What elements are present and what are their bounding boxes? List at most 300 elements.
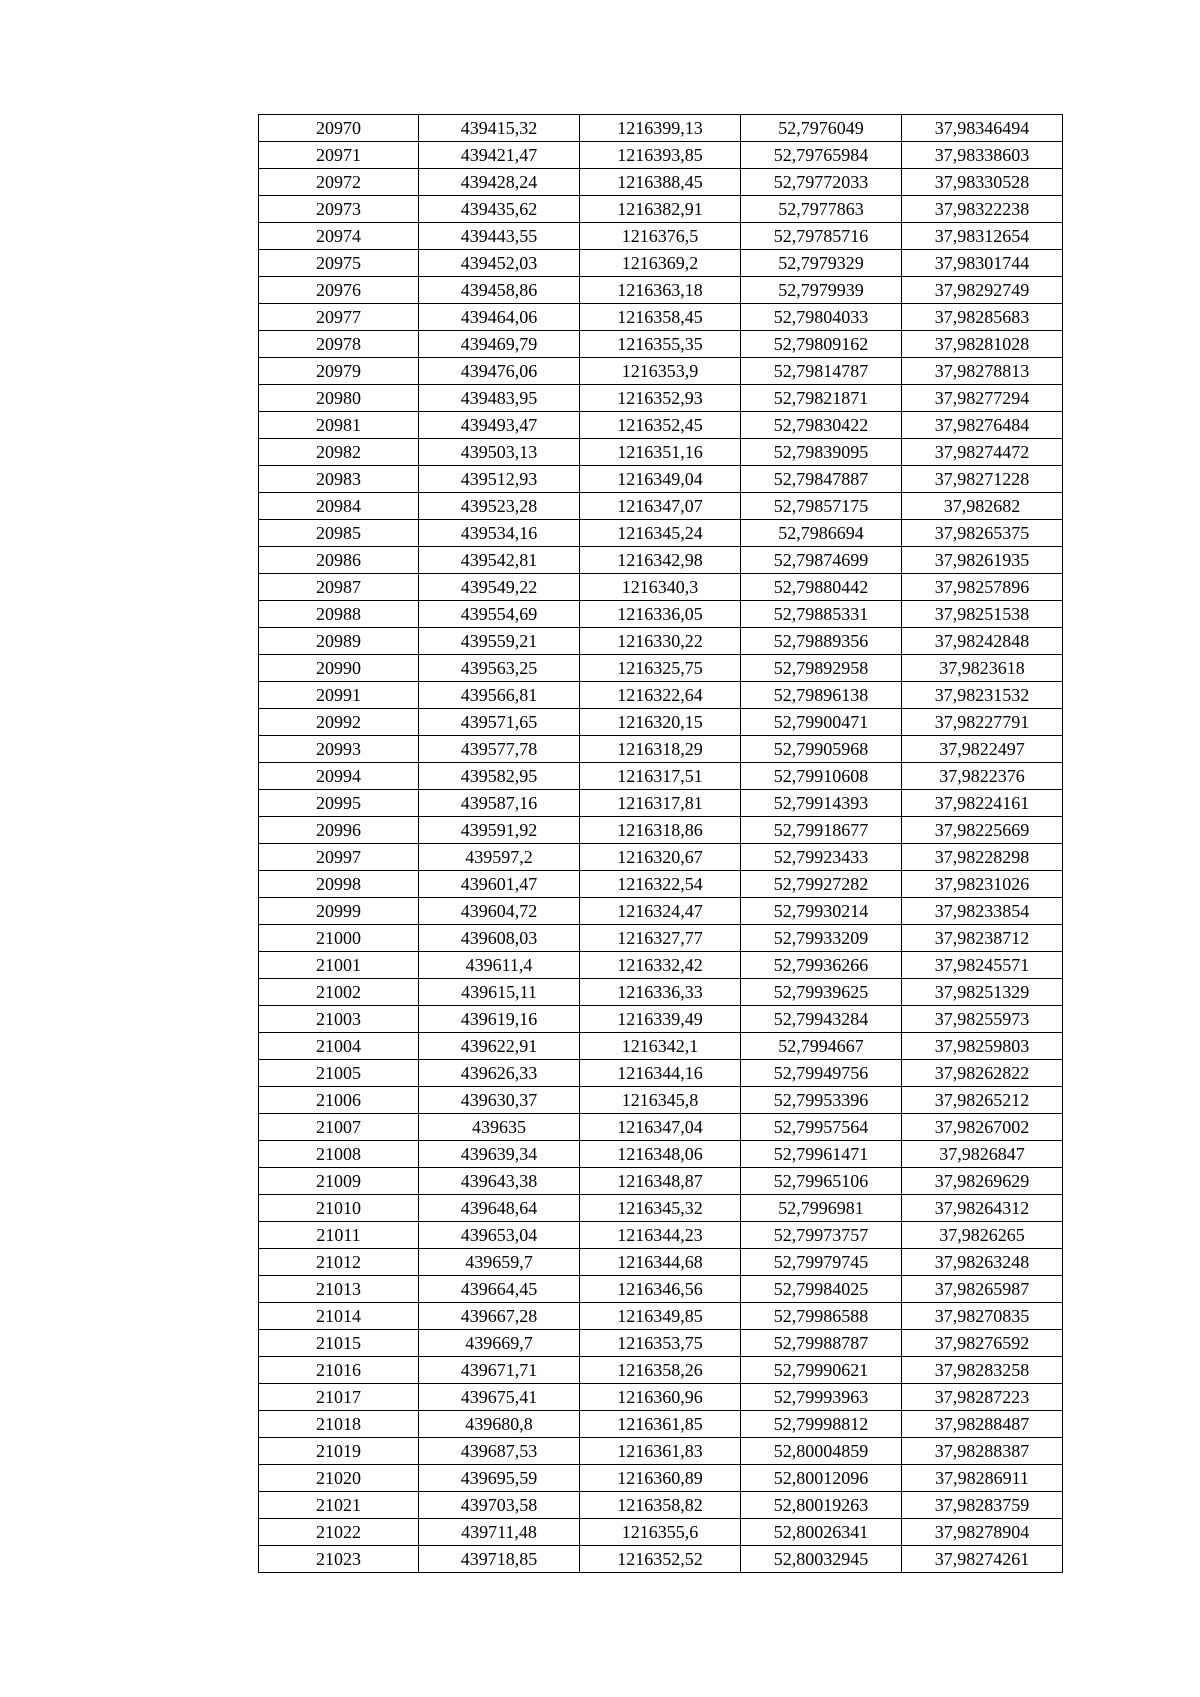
longitude-cell: 37,98276484 [902, 412, 1063, 439]
table-row [259, 115, 1063, 142]
longitude-cell: 37,98224161 [902, 790, 1063, 817]
x-coordinate-cell: 439493,47 [419, 412, 580, 439]
y-coordinate-cell: 1216345,8 [580, 1087, 741, 1114]
x-coordinate-cell: 439534,16 [419, 520, 580, 547]
latitude-cell: 52,79984025 [741, 1276, 902, 1303]
latitude-cell: 52,79889356 [741, 628, 902, 655]
longitude-cell: 37,98288487 [902, 1411, 1063, 1438]
point-number-cell: 20996 [259, 817, 419, 844]
x-coordinate-cell: 439591,92 [419, 817, 580, 844]
y-coordinate-cell: 1216360,96 [580, 1384, 741, 1411]
point-number-cell: 21019 [259, 1438, 419, 1465]
table-row [259, 385, 1063, 412]
latitude-cell: 52,79892958 [741, 655, 902, 682]
y-coordinate-cell: 1216393,85 [580, 142, 741, 169]
y-coordinate-cell: 1216324,47 [580, 898, 741, 925]
table-row [259, 1006, 1063, 1033]
point-number-cell: 21013 [259, 1276, 419, 1303]
latitude-cell: 52,79961471 [741, 1141, 902, 1168]
y-coordinate-cell: 1216353,9 [580, 358, 741, 385]
y-coordinate-cell: 1216347,07 [580, 493, 741, 520]
longitude-cell: 37,98257896 [902, 574, 1063, 601]
x-coordinate-cell: 439680,8 [419, 1411, 580, 1438]
longitude-cell: 37,98269629 [902, 1168, 1063, 1195]
point-number-cell: 20992 [259, 709, 419, 736]
table-row [259, 1519, 1063, 1546]
table-row [259, 817, 1063, 844]
table-row [259, 1357, 1063, 1384]
point-number-cell: 21011 [259, 1222, 419, 1249]
y-coordinate-cell: 1216363,18 [580, 277, 741, 304]
point-number-cell: 21003 [259, 1006, 419, 1033]
point-number-cell: 21008 [259, 1141, 419, 1168]
longitude-cell: 37,98251329 [902, 979, 1063, 1006]
y-coordinate-cell: 1216353,75 [580, 1330, 741, 1357]
x-coordinate-cell: 439687,53 [419, 1438, 580, 1465]
table-row [259, 1438, 1063, 1465]
table-row [259, 1303, 1063, 1330]
point-number-cell: 21016 [259, 1357, 419, 1384]
longitude-cell: 37,982682 [902, 493, 1063, 520]
point-number-cell: 20998 [259, 871, 419, 898]
y-coordinate-cell: 1216344,16 [580, 1060, 741, 1087]
latitude-cell: 52,79830422 [741, 412, 902, 439]
longitude-cell: 37,98301744 [902, 250, 1063, 277]
x-coordinate-cell: 439667,28 [419, 1303, 580, 1330]
longitude-cell: 37,98238712 [902, 925, 1063, 952]
y-coordinate-cell: 1216360,89 [580, 1465, 741, 1492]
point-number-cell: 21005 [259, 1060, 419, 1087]
y-coordinate-cell: 1216340,3 [580, 574, 741, 601]
latitude-cell: 52,79880442 [741, 574, 902, 601]
table-row [259, 331, 1063, 358]
table-row [259, 736, 1063, 763]
x-coordinate-cell: 439571,65 [419, 709, 580, 736]
y-coordinate-cell: 1216346,56 [580, 1276, 741, 1303]
x-coordinate-cell: 439671,71 [419, 1357, 580, 1384]
y-coordinate-cell: 1216318,29 [580, 736, 741, 763]
x-coordinate-cell: 439435,62 [419, 196, 580, 223]
point-number-cell: 20977 [259, 304, 419, 331]
latitude-cell: 52,80032945 [741, 1546, 902, 1573]
latitude-cell: 52,79927282 [741, 871, 902, 898]
table-row [259, 520, 1063, 547]
longitude-cell: 37,98267002 [902, 1114, 1063, 1141]
x-coordinate-cell: 439630,37 [419, 1087, 580, 1114]
x-coordinate-cell: 439611,4 [419, 952, 580, 979]
longitude-cell: 37,98330528 [902, 169, 1063, 196]
x-coordinate-cell: 439626,33 [419, 1060, 580, 1087]
point-number-cell: 20971 [259, 142, 419, 169]
longitude-cell: 37,98346494 [902, 115, 1063, 142]
x-coordinate-cell: 439554,69 [419, 601, 580, 628]
x-coordinate-cell: 439566,81 [419, 682, 580, 709]
y-coordinate-cell: 1216317,51 [580, 763, 741, 790]
longitude-cell: 37,98274472 [902, 439, 1063, 466]
point-number-cell: 21023 [259, 1546, 419, 1573]
table-row [259, 1492, 1063, 1519]
point-number-cell: 20985 [259, 520, 419, 547]
longitude-cell: 37,98255973 [902, 1006, 1063, 1033]
point-number-cell: 20988 [259, 601, 419, 628]
y-coordinate-cell: 1216320,15 [580, 709, 741, 736]
coordinate-table-body [259, 115, 1063, 1573]
x-coordinate-cell: 439469,79 [419, 331, 580, 358]
y-coordinate-cell: 1216358,26 [580, 1357, 741, 1384]
latitude-cell: 52,79953396 [741, 1087, 902, 1114]
table-row [259, 304, 1063, 331]
table-row [259, 493, 1063, 520]
point-number-cell: 20989 [259, 628, 419, 655]
longitude-cell: 37,98274261 [902, 1546, 1063, 1573]
y-coordinate-cell: 1216345,24 [580, 520, 741, 547]
y-coordinate-cell: 1216376,5 [580, 223, 741, 250]
latitude-cell: 52,79857175 [741, 493, 902, 520]
latitude-cell: 52,80019263 [741, 1492, 902, 1519]
point-number-cell: 21000 [259, 925, 419, 952]
table-row [259, 682, 1063, 709]
table-row [259, 574, 1063, 601]
table-row [259, 1168, 1063, 1195]
table-row [259, 142, 1063, 169]
x-coordinate-cell: 439464,06 [419, 304, 580, 331]
table-row [259, 1465, 1063, 1492]
x-coordinate-cell: 439597,2 [419, 844, 580, 871]
point-number-cell: 20999 [259, 898, 419, 925]
table-row [259, 1087, 1063, 1114]
table-row [259, 1195, 1063, 1222]
y-coordinate-cell: 1216352,45 [580, 412, 741, 439]
table-row [259, 763, 1063, 790]
x-coordinate-cell: 439711,48 [419, 1519, 580, 1546]
longitude-cell: 37,98271228 [902, 466, 1063, 493]
table-row [259, 790, 1063, 817]
table-row [259, 1141, 1063, 1168]
point-number-cell: 20980 [259, 385, 419, 412]
latitude-cell: 52,79990621 [741, 1357, 902, 1384]
table-row [259, 1384, 1063, 1411]
x-coordinate-cell: 439415,32 [419, 115, 580, 142]
latitude-cell: 52,79804033 [741, 304, 902, 331]
table-row [259, 358, 1063, 385]
x-coordinate-cell: 439664,45 [419, 1276, 580, 1303]
point-number-cell: 21012 [259, 1249, 419, 1276]
y-coordinate-cell: 1216336,33 [580, 979, 741, 1006]
latitude-cell: 52,79910608 [741, 763, 902, 790]
table-row [259, 223, 1063, 250]
longitude-cell: 37,98231532 [902, 682, 1063, 709]
y-coordinate-cell: 1216344,68 [580, 1249, 741, 1276]
longitude-cell: 37,98338603 [902, 142, 1063, 169]
x-coordinate-cell: 439587,16 [419, 790, 580, 817]
point-number-cell: 21007 [259, 1114, 419, 1141]
point-number-cell: 20975 [259, 250, 419, 277]
x-coordinate-cell: 439635 [419, 1114, 580, 1141]
point-number-cell: 20974 [259, 223, 419, 250]
y-coordinate-cell: 1216361,85 [580, 1411, 741, 1438]
table-row [259, 277, 1063, 304]
x-coordinate-cell: 439659,7 [419, 1249, 580, 1276]
latitude-cell: 52,79885331 [741, 601, 902, 628]
x-coordinate-cell: 439503,13 [419, 439, 580, 466]
longitude-cell: 37,98283258 [902, 1357, 1063, 1384]
longitude-cell: 37,98292749 [902, 277, 1063, 304]
table-row [259, 412, 1063, 439]
point-number-cell: 21020 [259, 1465, 419, 1492]
table-row [259, 871, 1063, 898]
latitude-cell: 52,7976049 [741, 115, 902, 142]
table-row [259, 1276, 1063, 1303]
longitude-cell: 37,9826847 [902, 1141, 1063, 1168]
table-row [259, 952, 1063, 979]
longitude-cell: 37,98233854 [902, 898, 1063, 925]
latitude-cell: 52,79900471 [741, 709, 902, 736]
longitude-cell: 37,98251538 [902, 601, 1063, 628]
latitude-cell: 52,79939625 [741, 979, 902, 1006]
x-coordinate-cell: 439582,95 [419, 763, 580, 790]
latitude-cell: 52,79847887 [741, 466, 902, 493]
latitude-cell: 52,79957564 [741, 1114, 902, 1141]
y-coordinate-cell: 1216351,16 [580, 439, 741, 466]
latitude-cell: 52,79914393 [741, 790, 902, 817]
point-number-cell: 20978 [259, 331, 419, 358]
latitude-cell: 52,7979939 [741, 277, 902, 304]
latitude-cell: 52,79809162 [741, 331, 902, 358]
longitude-cell: 37,9826265 [902, 1222, 1063, 1249]
point-number-cell: 21006 [259, 1087, 419, 1114]
y-coordinate-cell: 1216344,23 [580, 1222, 741, 1249]
longitude-cell: 37,98283759 [902, 1492, 1063, 1519]
latitude-cell: 52,79821871 [741, 385, 902, 412]
x-coordinate-cell: 439695,59 [419, 1465, 580, 1492]
point-number-cell: 21009 [259, 1168, 419, 1195]
table-row [259, 1546, 1063, 1573]
y-coordinate-cell: 1216317,81 [580, 790, 741, 817]
longitude-cell: 37,9822376 [902, 763, 1063, 790]
longitude-cell: 37,98265987 [902, 1276, 1063, 1303]
x-coordinate-cell: 439675,41 [419, 1384, 580, 1411]
x-coordinate-cell: 439718,85 [419, 1546, 580, 1573]
point-number-cell: 20993 [259, 736, 419, 763]
y-coordinate-cell: 1216382,91 [580, 196, 741, 223]
longitude-cell: 37,98277294 [902, 385, 1063, 412]
longitude-cell: 37,98265212 [902, 1087, 1063, 1114]
latitude-cell: 52,79943284 [741, 1006, 902, 1033]
point-number-cell: 21004 [259, 1033, 419, 1060]
table-row [259, 1222, 1063, 1249]
longitude-cell: 37,98227791 [902, 709, 1063, 736]
point-number-cell: 20991 [259, 682, 419, 709]
longitude-cell: 37,98262822 [902, 1060, 1063, 1087]
x-coordinate-cell: 439428,24 [419, 169, 580, 196]
table-row [259, 1330, 1063, 1357]
longitude-cell: 37,98312654 [902, 223, 1063, 250]
y-coordinate-cell: 1216358,82 [580, 1492, 741, 1519]
point-number-cell: 20973 [259, 196, 419, 223]
latitude-cell: 52,79905968 [741, 736, 902, 763]
longitude-cell: 37,98264312 [902, 1195, 1063, 1222]
table-row [259, 439, 1063, 466]
table-row [259, 1249, 1063, 1276]
longitude-cell: 37,98231026 [902, 871, 1063, 898]
coordinate-table [258, 114, 1063, 1573]
y-coordinate-cell: 1216361,83 [580, 1438, 741, 1465]
point-number-cell: 20994 [259, 763, 419, 790]
latitude-cell: 52,79918677 [741, 817, 902, 844]
x-coordinate-cell: 439643,38 [419, 1168, 580, 1195]
longitude-cell: 37,98288387 [902, 1438, 1063, 1465]
point-number-cell: 21018 [259, 1411, 419, 1438]
y-coordinate-cell: 1216388,45 [580, 169, 741, 196]
longitude-cell: 37,98261935 [902, 547, 1063, 574]
y-coordinate-cell: 1216399,13 [580, 115, 741, 142]
table-row [259, 979, 1063, 1006]
point-number-cell: 21022 [259, 1519, 419, 1546]
longitude-cell: 37,98263248 [902, 1249, 1063, 1276]
latitude-cell: 52,79933209 [741, 925, 902, 952]
latitude-cell: 52,79993963 [741, 1384, 902, 1411]
longitude-cell: 37,98287223 [902, 1384, 1063, 1411]
longitude-cell: 37,98259803 [902, 1033, 1063, 1060]
longitude-cell: 37,98278813 [902, 358, 1063, 385]
x-coordinate-cell: 439421,47 [419, 142, 580, 169]
x-coordinate-cell: 439703,58 [419, 1492, 580, 1519]
table-row [259, 466, 1063, 493]
y-coordinate-cell: 1216322,64 [580, 682, 741, 709]
table-row [259, 1060, 1063, 1087]
longitude-cell: 37,98285683 [902, 304, 1063, 331]
y-coordinate-cell: 1216332,42 [580, 952, 741, 979]
point-number-cell: 20990 [259, 655, 419, 682]
latitude-cell: 52,79839095 [741, 439, 902, 466]
latitude-cell: 52,80012096 [741, 1465, 902, 1492]
y-coordinate-cell: 1216336,05 [580, 601, 741, 628]
x-coordinate-cell: 439483,95 [419, 385, 580, 412]
table-row [259, 709, 1063, 736]
longitude-cell: 37,98276592 [902, 1330, 1063, 1357]
latitude-cell: 52,79998812 [741, 1411, 902, 1438]
latitude-cell: 52,79965106 [741, 1168, 902, 1195]
longitude-cell: 37,98245571 [902, 952, 1063, 979]
x-coordinate-cell: 439452,03 [419, 250, 580, 277]
y-coordinate-cell: 1216342,1 [580, 1033, 741, 1060]
y-coordinate-cell: 1216348,06 [580, 1141, 741, 1168]
longitude-cell: 37,98278904 [902, 1519, 1063, 1546]
point-number-cell: 20983 [259, 466, 419, 493]
point-number-cell: 21015 [259, 1330, 419, 1357]
y-coordinate-cell: 1216347,04 [580, 1114, 741, 1141]
table-row [259, 250, 1063, 277]
latitude-cell: 52,79814787 [741, 358, 902, 385]
longitude-cell: 37,98286911 [902, 1465, 1063, 1492]
latitude-cell: 52,79973757 [741, 1222, 902, 1249]
y-coordinate-cell: 1216348,87 [580, 1168, 741, 1195]
longitude-cell: 37,98322238 [902, 196, 1063, 223]
y-coordinate-cell: 1216349,85 [580, 1303, 741, 1330]
y-coordinate-cell: 1216320,67 [580, 844, 741, 871]
x-coordinate-cell: 439669,7 [419, 1330, 580, 1357]
y-coordinate-cell: 1216330,22 [580, 628, 741, 655]
latitude-cell: 52,79936266 [741, 952, 902, 979]
longitude-cell: 37,9823618 [902, 655, 1063, 682]
latitude-cell: 52,7994667 [741, 1033, 902, 1060]
y-coordinate-cell: 1216342,98 [580, 547, 741, 574]
point-number-cell: 20981 [259, 412, 419, 439]
y-coordinate-cell: 1216355,6 [580, 1519, 741, 1546]
point-number-cell: 20979 [259, 358, 419, 385]
y-coordinate-cell: 1216349,04 [580, 466, 741, 493]
x-coordinate-cell: 439523,28 [419, 493, 580, 520]
latitude-cell: 52,79772033 [741, 169, 902, 196]
x-coordinate-cell: 439512,93 [419, 466, 580, 493]
y-coordinate-cell: 1216339,49 [580, 1006, 741, 1033]
longitude-cell: 37,98270835 [902, 1303, 1063, 1330]
point-number-cell: 21017 [259, 1384, 419, 1411]
y-coordinate-cell: 1216318,86 [580, 817, 741, 844]
longitude-cell: 37,98225669 [902, 817, 1063, 844]
point-number-cell: 20982 [259, 439, 419, 466]
table-row [259, 898, 1063, 925]
x-coordinate-cell: 439622,91 [419, 1033, 580, 1060]
x-coordinate-cell: 439458,86 [419, 277, 580, 304]
point-number-cell: 21014 [259, 1303, 419, 1330]
x-coordinate-cell: 439601,47 [419, 871, 580, 898]
table-row [259, 196, 1063, 223]
x-coordinate-cell: 439443,55 [419, 223, 580, 250]
table-row [259, 1411, 1063, 1438]
table-row [259, 925, 1063, 952]
table-row [259, 169, 1063, 196]
latitude-cell: 52,79930214 [741, 898, 902, 925]
x-coordinate-cell: 439577,78 [419, 736, 580, 763]
table-row [259, 1033, 1063, 1060]
point-number-cell: 21010 [259, 1195, 419, 1222]
table-row [259, 844, 1063, 871]
latitude-cell: 52,79765984 [741, 142, 902, 169]
latitude-cell: 52,80026341 [741, 1519, 902, 1546]
y-coordinate-cell: 1216369,2 [580, 250, 741, 277]
latitude-cell: 52,79986588 [741, 1303, 902, 1330]
point-number-cell: 20972 [259, 169, 419, 196]
point-number-cell: 20986 [259, 547, 419, 574]
x-coordinate-cell: 439619,16 [419, 1006, 580, 1033]
longitude-cell: 37,98281028 [902, 331, 1063, 358]
table-row [259, 655, 1063, 682]
latitude-cell: 52,7979329 [741, 250, 902, 277]
y-coordinate-cell: 1216352,52 [580, 1546, 741, 1573]
point-number-cell: 21021 [259, 1492, 419, 1519]
latitude-cell: 52,79988787 [741, 1330, 902, 1357]
point-number-cell: 20987 [259, 574, 419, 601]
x-coordinate-cell: 439653,04 [419, 1222, 580, 1249]
x-coordinate-cell: 439639,34 [419, 1141, 580, 1168]
y-coordinate-cell: 1216327,77 [580, 925, 741, 952]
table-row [259, 628, 1063, 655]
y-coordinate-cell: 1216345,32 [580, 1195, 741, 1222]
latitude-cell: 52,79949756 [741, 1060, 902, 1087]
point-number-cell: 20997 [259, 844, 419, 871]
point-number-cell: 20970 [259, 115, 419, 142]
x-coordinate-cell: 439615,11 [419, 979, 580, 1006]
latitude-cell: 52,80004859 [741, 1438, 902, 1465]
latitude-cell: 52,79785716 [741, 223, 902, 250]
point-number-cell: 20995 [259, 790, 419, 817]
x-coordinate-cell: 439563,25 [419, 655, 580, 682]
latitude-cell: 52,7986694 [741, 520, 902, 547]
x-coordinate-cell: 439476,06 [419, 358, 580, 385]
latitude-cell: 52,79923433 [741, 844, 902, 871]
y-coordinate-cell: 1216358,45 [580, 304, 741, 331]
